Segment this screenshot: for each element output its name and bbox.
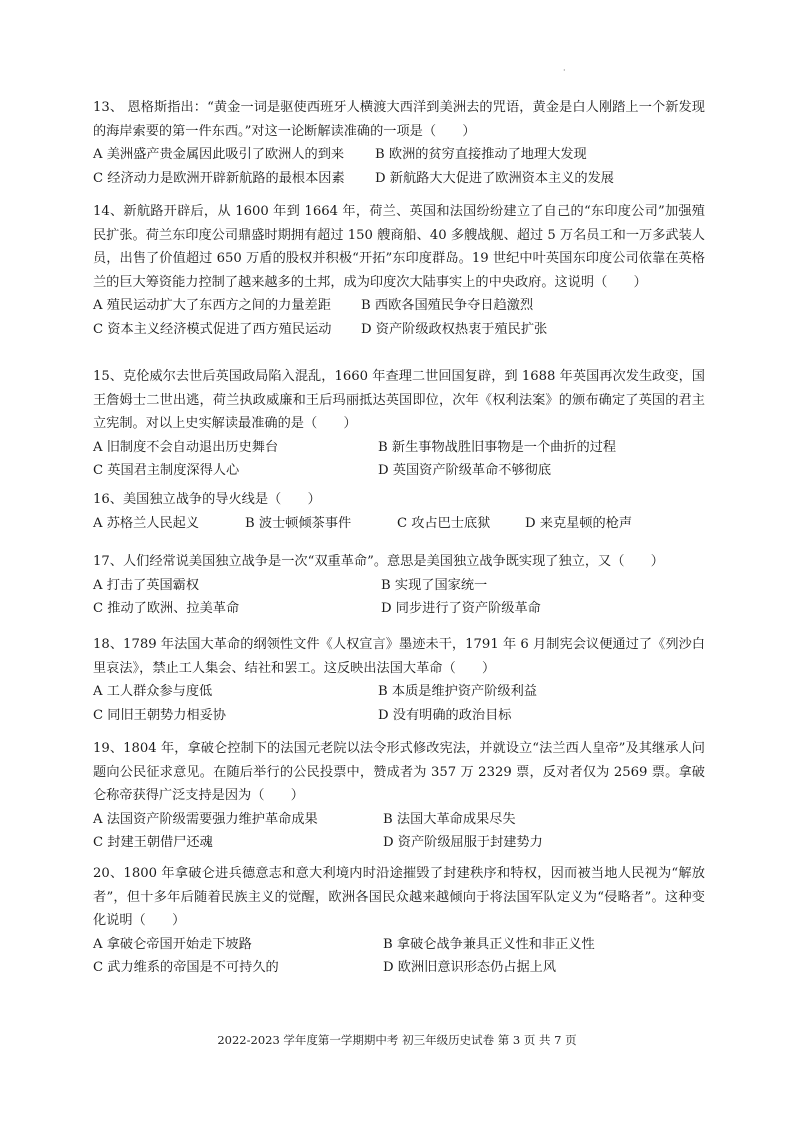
page-footer: 2022-2023 学年度第一学期期中考 初三年级历史试卷 第 3 页 共 7 页 bbox=[217, 1033, 577, 1047]
question-options bbox=[93, 933, 705, 980]
option-a: A 美洲盛产贵金属因此吸引了欧洲人的到来 bbox=[93, 147, 345, 162]
option-b: B 欧洲的贫穷直接推动了地理大发现 bbox=[375, 147, 587, 162]
question-20 bbox=[93, 862, 705, 980]
option-b: B 新生事物战胜旧事物是一个曲折的过程 bbox=[378, 439, 617, 455]
option-a: A 法国资产阶级需要强力维护革命成果 bbox=[93, 811, 318, 827]
question-options bbox=[93, 294, 705, 341]
header-mark: · bbox=[563, 66, 566, 75]
question-stem: 20、1800 年拿破仑进兵德意志和意大利境内时沿途摧毁了封建秩序和特权，因而被当地人民视为“解放者”，但十多年后随着民族主义的觉醒，欧洲各国民众越来越倾向于将法国军队定义为“侵略者”。这种变化说明（ ） bbox=[93, 866, 705, 928]
option-a: A 苏格兰人民起义 bbox=[93, 515, 200, 531]
question-19 bbox=[93, 737, 705, 855]
option-a: A 拿破仑帝国开始走下坡路 bbox=[93, 936, 252, 952]
question-14 bbox=[93, 200, 705, 341]
question-stem: 18、1789 年法国大革命的纲领性文件《人权宣言》墨迹未干，1791 年 6 月制宪会议便通过了《列沙白里哀法》，禁止工人集会、结社和罢工。这反映出法国大革命（ ） bbox=[93, 637, 705, 676]
option-a: A 工人群众参与度低 bbox=[93, 684, 213, 699]
question-stem: 16、美国独立战争的导火线是（ ） bbox=[93, 492, 321, 507]
question-17 bbox=[93, 550, 705, 621]
question-options bbox=[93, 808, 705, 855]
option-c: C 英国君主制度深得人心 bbox=[93, 463, 240, 478]
option-a: A 旧制度不会自动退出历史舞台 bbox=[93, 439, 279, 455]
option-b: B 本质是维护资产阶级利益 bbox=[378, 684, 537, 699]
option-d: D 资产阶级屈服于封建势力 bbox=[383, 835, 543, 850]
option-b: B 实现了国家统一 bbox=[381, 577, 488, 593]
option-c: C 资本主义经济模式促进了西方殖民运动 bbox=[93, 321, 332, 337]
question-options bbox=[93, 512, 705, 536]
option-d: D 没有明确的政治目标 bbox=[378, 707, 512, 723]
question-15 bbox=[93, 365, 705, 483]
option-c: C 封建王朝借尸还魂 bbox=[93, 835, 213, 850]
question-stem: 13、 恩格斯指出：“黄金一词是驱使西班牙人横渡大西洋到美洲去的咒语，黄金是白人刚踏上一个新发现的海岸索要的第一件东西。”对这一论断解读准确的一项是（ ） bbox=[93, 100, 705, 139]
question-options bbox=[93, 574, 705, 621]
option-c: C 攻占巴士底狱 bbox=[397, 515, 491, 531]
question-16 bbox=[93, 488, 705, 535]
option-d: D 新航路大大促进了欧洲资本主义的发展 bbox=[375, 170, 614, 186]
question-options bbox=[93, 680, 705, 727]
question-stem: 19、1804 年，拿破仑控制下的法国元老院以法令形式修改宪法，并就设立“法兰西人皇帝”及其继承人问题向公民征求意见。在随后举行的公民投票中，赞成者为 357 万 2329 票，反对者仅为 2569 票。拿破仑称帝获得广泛支持是因为（ ） bbox=[93, 741, 705, 803]
option-b: B 法国大革命成果尽失 bbox=[383, 811, 516, 827]
question-18 bbox=[93, 633, 705, 727]
question-stem: 17、人们经常说美国独立战争是一次“双重革命”。意思是美国独立战争既实现了独立，又（ ） bbox=[93, 554, 664, 569]
option-c: C 武力维系的帝国是不可持久的 bbox=[93, 960, 279, 975]
question-options bbox=[93, 436, 705, 483]
option-d: D 同步进行了资产阶级革命 bbox=[381, 601, 541, 616]
option-a: A 打击了英国霸权 bbox=[93, 577, 200, 593]
option-b: B 西欧各国殖民争夺日趋激烈 bbox=[361, 298, 534, 313]
option-d: D 英国资产阶级革命不够彻底 bbox=[378, 463, 552, 478]
option-d: D 资产阶级政权热衷于殖民扩张 bbox=[361, 321, 548, 337]
question-13 bbox=[93, 96, 705, 190]
option-d: D 欧洲旧意识形态仍占据上风 bbox=[383, 960, 557, 975]
option-b: B 波士顿倾茶事件 bbox=[245, 515, 352, 531]
option-d: D 来克星顿的枪声 bbox=[525, 515, 633, 531]
option-a: A 殖民运动扩大了东西方之间的力量差距 bbox=[93, 298, 331, 313]
question-stem: 15、克伦威尔去世后英国政局陷入混乱，1660 年查理二世回国复辟，到 1688 年英国再次发生政变，国王詹姆士二世出逃，荷兰执政威廉和王后玛丽抵达英国即位，次年《权利法案》的颁布确定了英国的君主立宪制。对以上史实解读最准确的是（ ） bbox=[93, 369, 705, 431]
option-c: C 同旧王朝势力相妥协 bbox=[93, 707, 226, 723]
question-stem: 14、新航路开辟后，从 1600 年到 1664 年，荷兰、英国和法国纷纷建立了自己的“东印度公司”加强殖民扩张。荷兰东印度公司鼎盛时期拥有超过 150 艘商船、40 多艘战舰、超过 5 万名员工和一万多武装人员，出售了价值超过 650 万盾的股权并积极“开拓”东印度群岛。19 世纪中叶英国东印度公司依靠在英格兰的巨大筹资能力控制了越来越多的土邦，成为印度次大陆事实上的中央政府。这说明（ ） bbox=[93, 204, 705, 290]
option-c: C 经济动力是欧洲开辟新航路的最根本因素 bbox=[93, 170, 345, 186]
question-options bbox=[93, 143, 705, 190]
option-b: B 拿破仑战争兼具正义性和非正义性 bbox=[383, 936, 595, 952]
option-c: C 推动了欧洲、拉美革命 bbox=[93, 601, 240, 616]
